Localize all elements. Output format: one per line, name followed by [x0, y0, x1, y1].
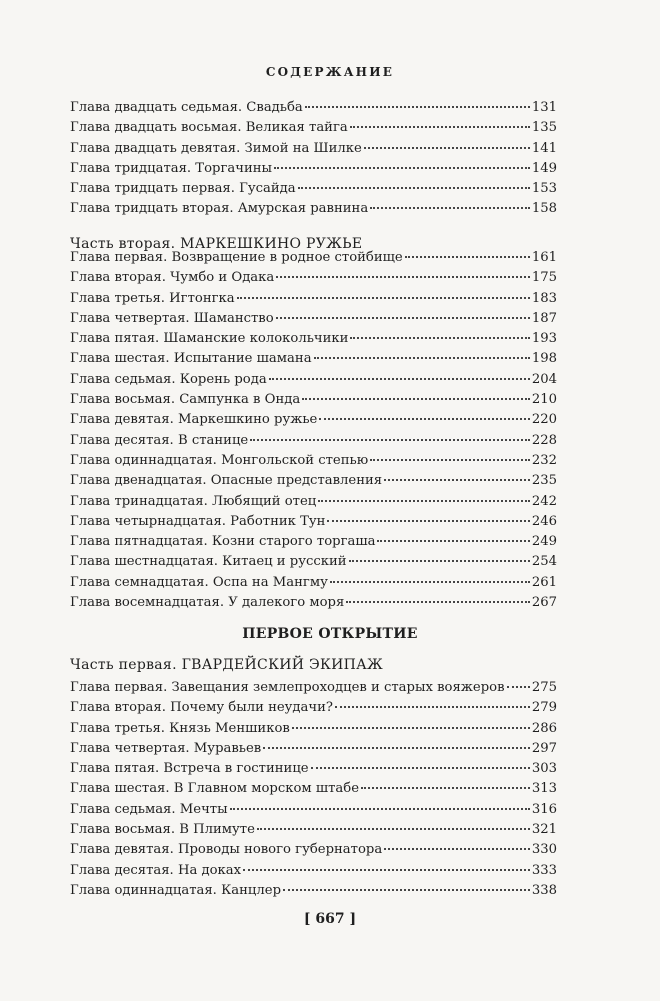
dot-leader: [319, 418, 529, 420]
toc-entry: [70, 141, 557, 161]
toc-entry: [70, 822, 557, 842]
toc-entry-title: Глава пятая. Шаманские колокольчики: [70, 331, 349, 347]
toc-entry-page: 338: [531, 882, 557, 898]
toc-entry-title: Глава двадцать девятая. Зимой на Шилке: [70, 140, 362, 156]
dot-leader: [292, 727, 530, 729]
dot-leader: [305, 106, 530, 108]
dot-leader: [276, 317, 530, 319]
toc-entry: [70, 761, 557, 781]
toc-entry-title: Глава шестая. Испытание шамана: [70, 351, 312, 367]
dot-leader: [298, 187, 530, 189]
toc-entry-title: Глава восьмая. Сампунка в Онда: [70, 392, 301, 408]
toc-entry: [70, 433, 557, 453]
toc-entry-page: 153: [531, 181, 557, 197]
toc-entry: [70, 201, 557, 221]
toc-entry-page: 330: [531, 842, 557, 858]
dot-leader: [230, 808, 530, 810]
toc-entry-page: 249: [531, 534, 557, 550]
dot-leader: [314, 357, 530, 359]
dot-leader: [364, 147, 530, 149]
toc-entry-page: 316: [531, 801, 557, 817]
toc-entry-title: Глава тридцать первая. Гусайда: [70, 181, 296, 197]
toc-entry-page: 242: [531, 493, 557, 509]
toc-entry-page: 267: [531, 595, 557, 611]
toc-entry: [70, 842, 557, 862]
toc-entry-title: Глава четвертая. Муравьев: [70, 740, 262, 756]
dot-leader: [330, 581, 530, 583]
toc-entry-title: Глава одиннадцатая. Монгольской степью: [70, 452, 369, 468]
toc-entry-page: 232: [531, 452, 557, 468]
part-one-block: [70, 657, 557, 679]
toc-entry-title: Глава одиннадцатая. Канцлер: [70, 882, 282, 898]
toc-entry-page: 321: [531, 822, 557, 838]
toc-entry-title: Глава вторая. Почему были неудачи?: [70, 700, 333, 716]
toc-entry-title: Глава пятнадцатая. Козни старого торгаша: [70, 534, 376, 550]
dot-leader: [318, 500, 530, 502]
toc-entry-title: Глава восемнадцатая. У далекого моря: [70, 595, 345, 611]
toc-entry-page: 303: [531, 761, 557, 777]
toc-entry-title: Глава шестая. В Главном морском штабе: [70, 781, 360, 797]
toc-entry-title: Глава четвертая. Шаманство: [70, 310, 274, 326]
toc-entry: [70, 781, 557, 801]
toc-entry: [70, 534, 557, 554]
toc-entry: [70, 120, 557, 140]
toc-entry-title: Глава шестнадцатая. Китаец и русский: [70, 554, 347, 570]
toc-entry: [70, 372, 557, 392]
toc-entry-title: Глава первая. Завещания землепроходцев и старых вояжеров: [70, 680, 505, 695]
toc-entry-page: 313: [531, 781, 557, 797]
toc-entry: [70, 863, 557, 883]
toc-entry: [70, 412, 557, 432]
toc-entry-title: Глава двадцать восьмая. Великая тайга: [70, 120, 348, 136]
toc-entry-page: 149: [531, 160, 557, 176]
toc-entry-page: 187: [531, 310, 557, 326]
dot-leader: [283, 889, 530, 891]
part-two-heading: Часть вторая. МАРКЕШКИНО РУЖЬЕ: [70, 236, 363, 252]
toc-entry-title: Глава третья. Игтонгка: [70, 290, 235, 306]
toc-entry-title: Глава двадцать седьмая. Свадьба: [70, 100, 303, 115]
dot-leader: [370, 207, 530, 209]
dot-leader: [370, 459, 530, 461]
toc-group-3: [70, 680, 557, 903]
dot-leader: [243, 869, 530, 871]
toc-entry-title: Глава двенадцатая. Опасные представления: [70, 473, 383, 489]
toc-entry-page: 246: [531, 513, 557, 529]
toc-entry-title: Глава тридцатая. Торгачины: [70, 160, 273, 176]
toc-entry-title: Глава семнадцатая. Оспа на Мангму: [70, 574, 328, 590]
dot-leader: [377, 540, 529, 542]
toc-entry: [70, 392, 557, 412]
dot-leader: [269, 378, 530, 380]
dot-leader: [250, 439, 530, 441]
toc-entry: [70, 250, 557, 270]
toc-entry-page: 141: [531, 140, 557, 156]
toc-entry: [70, 883, 557, 903]
toc-entry: [70, 741, 557, 761]
toc-entry-title: Глава восьмая. В Плимуте: [70, 822, 255, 838]
toc-entry-page: 220: [531, 412, 557, 428]
dot-leader: [350, 337, 529, 339]
toc-entry: [70, 680, 557, 700]
toc-entry-page: 279: [531, 700, 557, 716]
toc-entry-title: Глава тридцать вторая. Амурская равнина: [70, 201, 369, 217]
toc-entry: [70, 311, 557, 331]
toc-entry-title: Глава четырнадцатая. Работник Тун: [70, 513, 326, 529]
section-heading: ПЕРВОЕ ОТКРЫТИЕ: [242, 626, 418, 642]
toc-entry-page: 261: [531, 574, 557, 590]
toc-entry-page: 183: [531, 290, 557, 306]
dot-leader: [507, 686, 530, 688]
toc-entry: [70, 453, 557, 473]
toc-entry-page: 135: [531, 120, 557, 136]
toc-entry: [70, 351, 557, 371]
toc-entry-page: 254: [531, 554, 557, 570]
toc-entry-title: Глава десятая. На доках: [70, 862, 242, 878]
dot-leader: [384, 479, 530, 481]
toc-entry-title: Глава десятая. В станице: [70, 432, 249, 448]
toc-entry-title: Глава девятая. Маркешкино ружье: [70, 412, 318, 428]
toc-entry-title: Глава третья. Князь Меншиков: [70, 720, 290, 736]
toc-entry-page: 297: [531, 740, 557, 756]
toc-entry: [70, 181, 557, 201]
toc-entry-title: Глава седьмая. Мечты: [70, 801, 228, 817]
dot-leader: [335, 706, 530, 708]
part-one-heading: Часть первая. ГВАРДЕЙСКИЙ ЭКИПАЖ: [70, 657, 384, 673]
toc-entry: [70, 161, 557, 181]
toc-entry: [70, 291, 557, 311]
toc-group-1: [70, 100, 557, 222]
toc-entry: [70, 575, 557, 595]
dot-leader: [257, 828, 530, 830]
dot-leader: [263, 747, 530, 749]
dot-leader: [361, 787, 530, 789]
toc-entry-title: Глава первая. Возвращение в родное стойбище: [70, 250, 403, 265]
toc-entry-page: 286: [531, 720, 557, 736]
toc-entry-title: Глава седьмая. Корень рода: [70, 371, 267, 387]
toc-entry-page: 158: [531, 201, 557, 217]
toc-entry: [70, 721, 557, 741]
dot-leader: [346, 601, 530, 603]
dot-leader: [311, 767, 530, 769]
toc-entry: [70, 554, 557, 574]
toc-entry-page: 175: [531, 270, 557, 286]
dot-leader: [384, 848, 530, 850]
toc-entry-title: Глава девятая. Проводы нового губернатора: [70, 842, 383, 858]
toc-entry: [70, 802, 557, 822]
dot-leader: [276, 276, 530, 278]
toc-entry-title: Глава тринадцатая. Любящий отец: [70, 493, 317, 509]
toc-entry: [70, 331, 557, 351]
toc-entry-page: 161: [531, 250, 557, 265]
toc-entry: [70, 270, 557, 290]
toc-entry: [70, 514, 557, 534]
dot-leader: [274, 167, 530, 169]
dot-leader: [349, 560, 530, 562]
toc-entry-page: 235: [531, 473, 557, 489]
toc-entry: [70, 473, 557, 493]
toc-entry: [70, 100, 557, 120]
toc-entry-title: Глава вторая. Чумбо и Одака: [70, 270, 275, 286]
toc-entry-page: 131: [531, 100, 557, 115]
toc-entry: [70, 700, 557, 720]
running-head: СОДЕРЖАНИЕ: [265, 65, 395, 79]
toc-entry-page: 198: [531, 351, 557, 367]
toc-entry: [70, 595, 557, 615]
dot-leader: [405, 256, 530, 258]
toc-entry-page: 333: [531, 862, 557, 878]
toc-entry-page: 204: [531, 371, 557, 387]
dot-leader: [302, 398, 530, 400]
toc-entry-page: 275: [531, 680, 557, 695]
toc-entry-page: 193: [531, 331, 557, 347]
toc-entry: [70, 494, 557, 514]
toc-entry-page: 210: [531, 392, 557, 408]
toc-entry-page: 228: [531, 432, 557, 448]
toc-entry-title: Глава пятая. Встреча в гостинице: [70, 761, 309, 777]
dot-leader: [350, 126, 530, 128]
dot-leader: [327, 520, 529, 522]
toc-group-2: [70, 250, 557, 615]
page-number: [ 667 ]: [303, 911, 357, 927]
dot-leader: [237, 297, 530, 299]
